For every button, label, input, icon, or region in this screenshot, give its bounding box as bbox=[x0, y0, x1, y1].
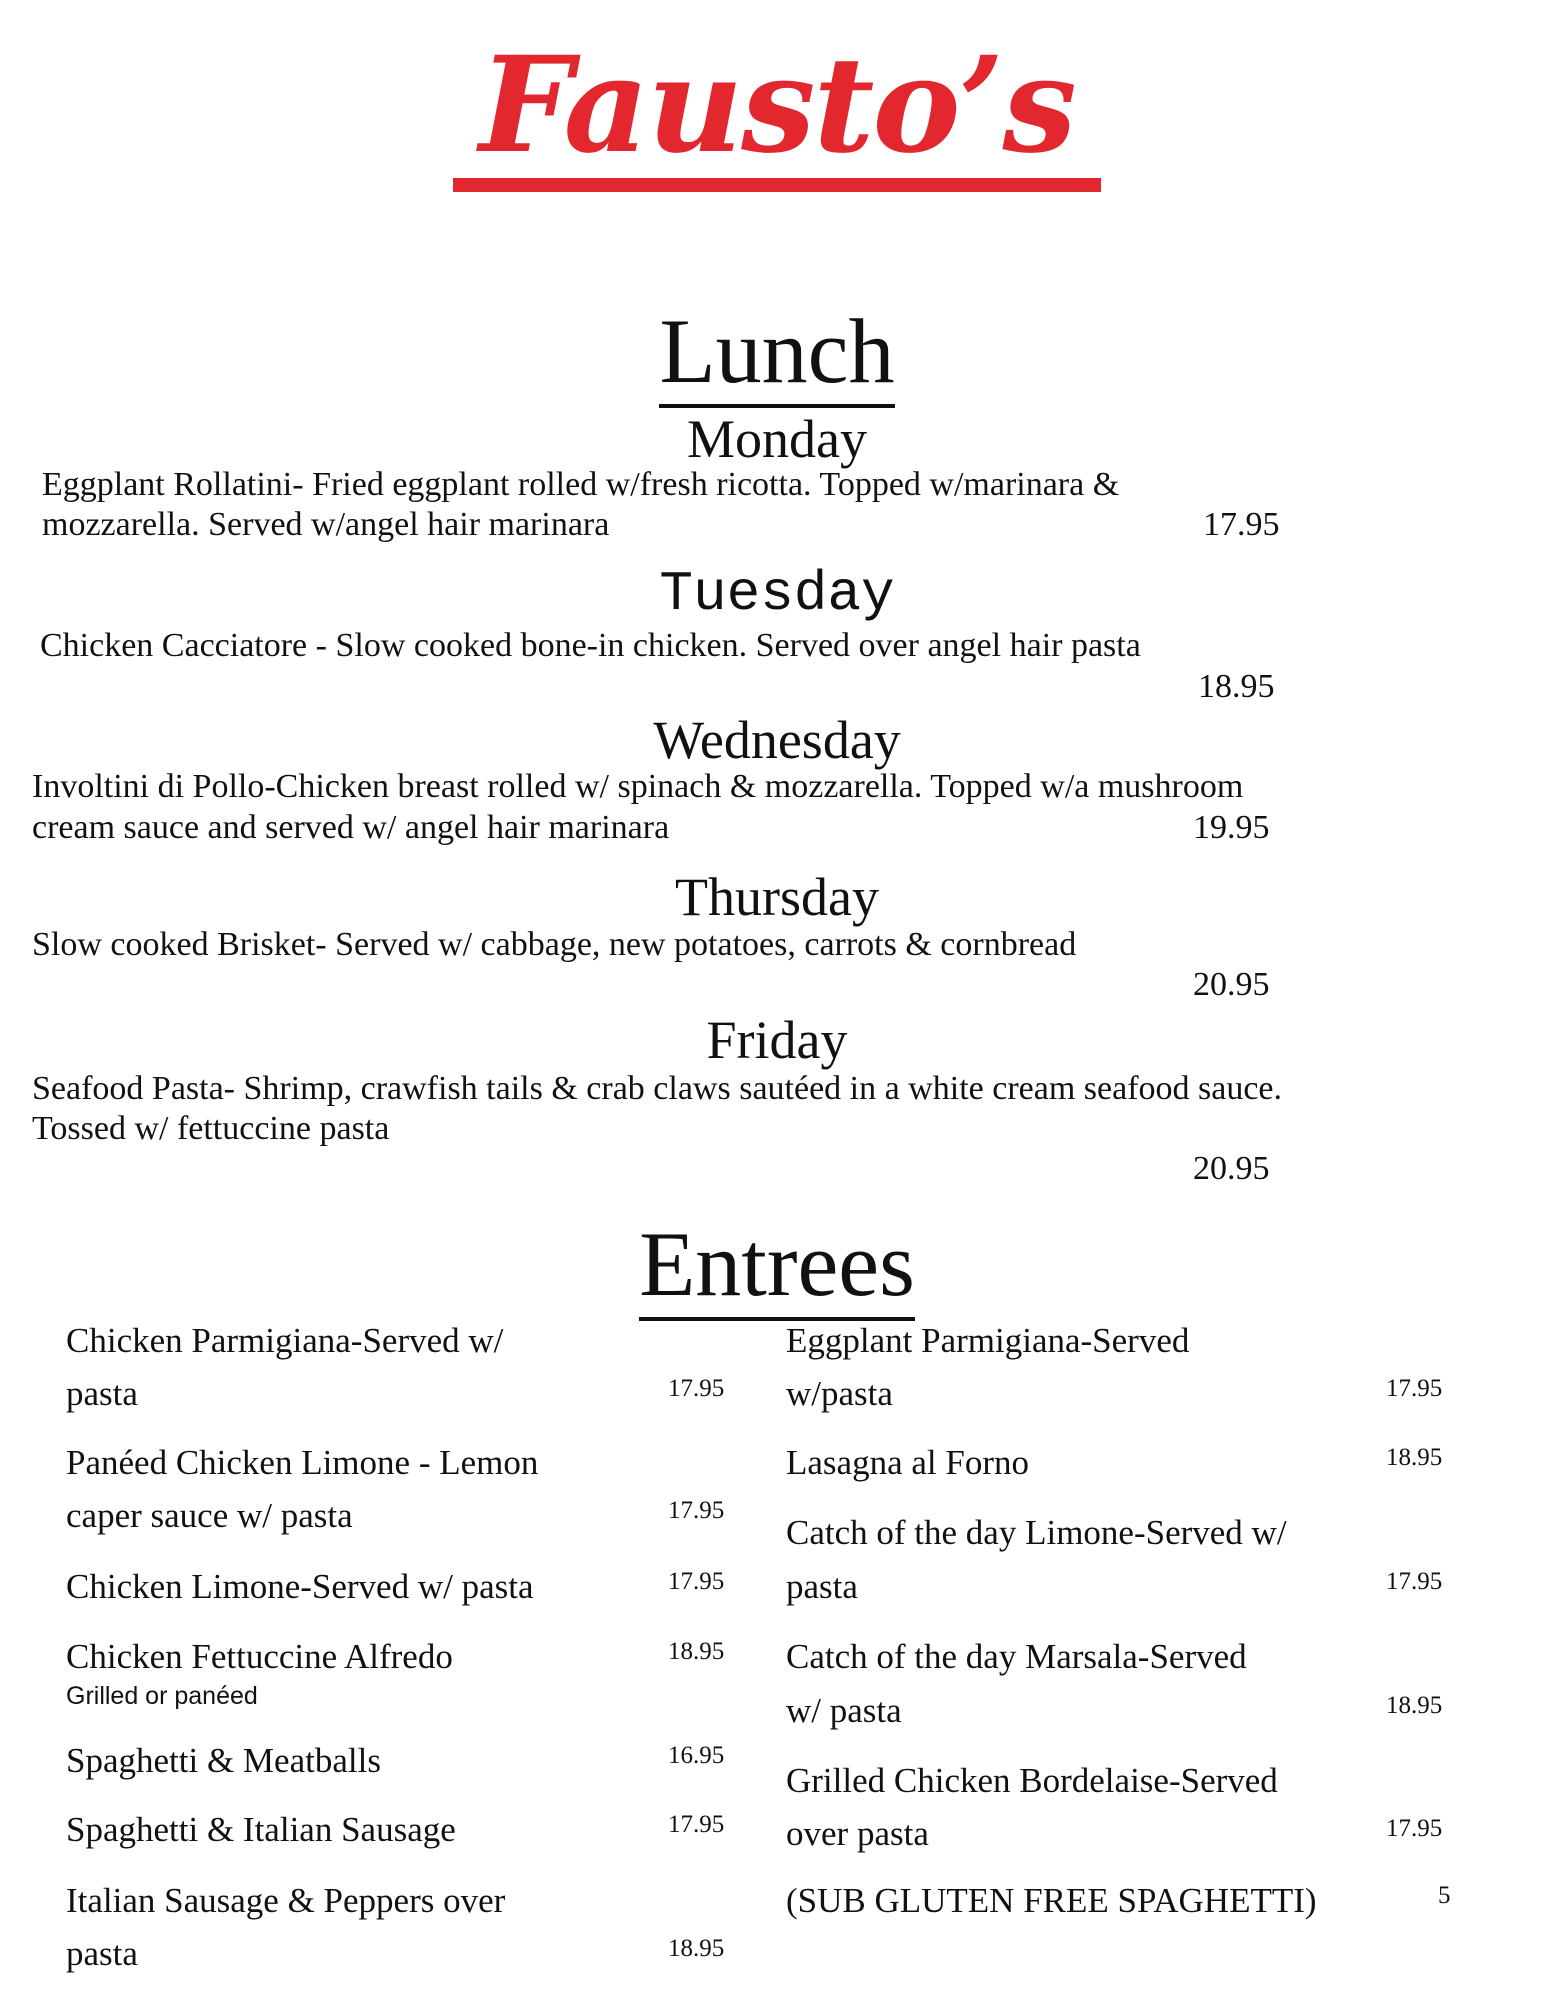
day-friday: Friday bbox=[706, 1010, 848, 1070]
entree-name: Catch of the day Marsala-Served bbox=[786, 1637, 1247, 1676]
monday-description-line1: Eggplant Rollatini- Fried eggplant rolled w/fresh ricotta. Topped w/marinara & bbox=[42, 466, 1120, 503]
entree-price: 18.95 bbox=[668, 1638, 725, 1665]
friday-description-line1: Seafood Pasta- Shrimp, crawfish tails & crab claws sautéed in a white cream seafood sauce. bbox=[32, 1070, 1283, 1107]
entree-name: Spaghetti & Meatballs bbox=[66, 1741, 381, 1780]
entree-price: 17.95 bbox=[668, 1497, 725, 1524]
entree-price: 18.95 bbox=[1386, 1444, 1443, 1471]
thursday-price: 20.95 bbox=[1193, 966, 1270, 1003]
entree-name-cont: pasta bbox=[66, 1374, 138, 1413]
entree-price: 17.95 bbox=[1386, 1815, 1443, 1842]
entree-price: 17.95 bbox=[1386, 1568, 1443, 1595]
entree-name-cont: caper sauce w/ pasta bbox=[66, 1496, 353, 1535]
entree-name: Lasagna al Forno bbox=[786, 1443, 1029, 1482]
wednesday-price: 19.95 bbox=[1193, 809, 1270, 846]
entree-name-cont: over pasta bbox=[786, 1814, 929, 1853]
entree-name-cont: w/ pasta bbox=[786, 1691, 902, 1730]
tuesday-price: 18.95 bbox=[1198, 668, 1275, 705]
day-thursday: Thursday bbox=[675, 867, 879, 927]
entree-name-cont: pasta bbox=[66, 1934, 138, 1973]
entree-name: Chicken Limone-Served w/ pasta bbox=[66, 1567, 534, 1606]
entree-name: Italian Sausage & Peppers over bbox=[66, 1881, 506, 1920]
entree-subtext: Grilled or panéed bbox=[66, 1682, 258, 1710]
monday-price: 17.95 bbox=[1203, 506, 1280, 543]
day-tuesday: Tuesday bbox=[659, 562, 895, 626]
entree-price: 17.95 bbox=[668, 1568, 725, 1595]
entree-name: Chicken Fettuccine Alfredo bbox=[66, 1637, 453, 1676]
entree-name: Grilled Chicken Bordelaise-Served bbox=[786, 1761, 1278, 1800]
wednesday-description-line1: Involtini di Pollo-Chicken breast rolled w/ spinach & mozzarella. Topped w/a mushroom bbox=[32, 768, 1244, 805]
tuesday-description: Chicken Cacciatore - Slow cooked bone-in chicken. Served over angel hair pasta bbox=[40, 627, 1141, 664]
day-wednesday: Wednesday bbox=[653, 710, 901, 770]
entree-price: 16.95 bbox=[668, 1742, 725, 1769]
thursday-description: Slow cooked Brisket- Served w/ cabbage, new potatoes, carrots & cornbread bbox=[32, 926, 1077, 963]
wednesday-description-line2: cream sauce and served w/ angel hair marinara bbox=[32, 809, 670, 846]
entree-price: 17.95 bbox=[668, 1375, 725, 1402]
entree-price: 17.95 bbox=[1386, 1375, 1443, 1402]
entree-price: 5 bbox=[1438, 1882, 1451, 1909]
entree-name: Spaghetti & Italian Sausage bbox=[66, 1810, 456, 1849]
entree-name: Chicken Parmigiana-Served w/ bbox=[66, 1321, 504, 1360]
day-monday: Monday bbox=[687, 409, 867, 469]
friday-price: 20.95 bbox=[1193, 1150, 1270, 1187]
entree-name: Panéed Chicken Limone - Lemon bbox=[66, 1443, 539, 1482]
entree-name-cont: w/pasta bbox=[786, 1374, 893, 1413]
lunch-title: Lunch bbox=[0, 305, 1554, 397]
entree-name: (SUB GLUTEN FREE SPAGHETTI) bbox=[786, 1881, 1317, 1920]
entree-price: 18.95 bbox=[1386, 1692, 1443, 1719]
restaurant-name: Fausto’s bbox=[453, 40, 1101, 192]
entree-name: Catch of the day Limone-Served w/ bbox=[786, 1513, 1287, 1552]
entree-price: 17.95 bbox=[668, 1811, 725, 1838]
entree-price: 18.95 bbox=[668, 1935, 725, 1962]
entree-name: Eggplant Parmigiana-Served bbox=[786, 1321, 1190, 1360]
friday-description-line2: Tossed w/ fettuccine pasta bbox=[32, 1110, 390, 1147]
monday-description-line2: mozzarella. Served w/angel hair marinara bbox=[42, 506, 610, 543]
entrees-title: Entrees bbox=[0, 1218, 1554, 1310]
logo bbox=[0, 28, 1554, 192]
entree-name-cont: pasta bbox=[786, 1567, 858, 1606]
